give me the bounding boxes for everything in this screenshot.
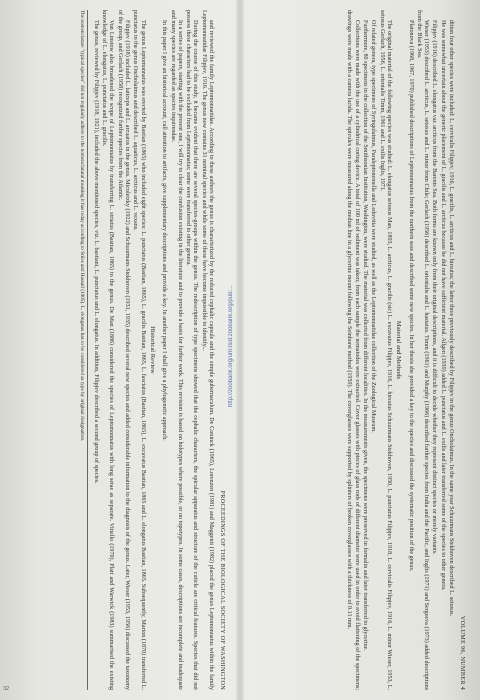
paragraph: Filipjev (1916) described L. elongatus var. arcticus from the Barents Sea. Both forms are known only from their original descriptions, and it is difficult to decide whether they represent distinct species or merely variants. xyxy=(431,20,438,555)
left-body-text xyxy=(8,10,214,690)
paragraph: He was somewhat uncertain about the generic placement of L. gracilis and L. arcticus because he did not have sufficient material. Allgen (1939) added L. punctatus and L. exilis and later transferred some of the species to other genera. xyxy=(439,20,446,591)
paragraph: Platonova (1968, 1967, 1970) published descriptions of Leptomonnatus from the northern seas and described some new species. In her thesis she provided a key to the species and discussed the systematic position of the genus. xyxy=(407,20,414,572)
section-heading: Material and Methods xyxy=(395,320,403,380)
page-number: 32 xyxy=(3,686,9,692)
paragraph: Wieser (1953) described L. arcticus, L. setosus and L. minor from Chile; Gerlach (1956) described L. orientalis and L. hastatus. Timm (1961) and Murphy (1966) described further species from India and the Pacific, and Inglis (1971) and Sergeeva (1973) added descriptions from the Black Sea. xyxy=(415,10,430,690)
footnote: The nomenclature "typical species" did not regularly adhere to the nomenclatural meaning it has today according to Stiles and Hassall (1905). L. elongatus has to be considered as type by original designation. xyxy=(78,10,87,690)
paragraph: Filipjev (1918) included L. laticeps and L. arcuatus in the genus. Micoletzky (1922) and Schuurmans Stekhoven (1931, 1935) described several new species and added considerable information to the diagnosis of the genus. Later, Wieser (1953, 1956) discussed the taxonomy of the group, and Gerlach (1958) recognized further species from the Atlantic. xyxy=(116,10,131,690)
paragraph: The genus, reviewed by Filipjev (1918, 1921), included the above mentioned species, viz. L. bastiani, L. punctatus and L. elongatus. In addition, Filipjev described a second group of species. xyxy=(92,20,99,484)
paragraph: Furthermore, 80 specimens in the collection of the Smithsonian Institution, Washington, were studied. The material was collected from different localities. In the measurements given, the specimens were preserved in formalin and later transferred to glycerine. xyxy=(362,20,369,651)
running-title: PROCEEDINGS OF THE BIOLOGICAL SOCIETY OF WASHINGTON xyxy=(219,490,226,690)
right-body-text xyxy=(248,10,454,690)
paragraph: The genus Leptomonnatus was erected by Bastian (1865) who included eight species: L. punctatus (Bastian, 1865), L. gracilis Bastian, 1865, L. fasciatus (Bastian, 1865), L. excavatus Bastian, 1865 and L. elongatus Bastian, 1865. Subsequently, Marion (1870) transferred L. punctatus to the genus Oncholaimus and described L. aquaticus, L. arcticus and L. vexans. xyxy=(132,10,146,690)
paragraph: In a series of papers, starting with the present one, I will try to clear the confusion existing in the literature and to provide a basis for further work. This revision is based on holotypes where possible, or on topotypes. In some cases, descriptions are incomplete and inadequate and many species are regarded as species inquirendae. xyxy=(169,10,183,690)
section-heading: Historical Review xyxy=(148,326,156,374)
paragraph: and reviewed the family Leptomonnatidae. According to these authors the genus is characterized by the reduced cephalic capsule and the simple gubernaculum. De Coninck (1965), Lorenzen (1981) and Maggenti (1982) placed the genus Leptomonnatus within the family Leptomonnatidae Filipjev, 1916. The genus now contains 31 nominal species and while some of these have become impossible to identify... xyxy=(200,10,214,690)
right-running-head xyxy=(456,10,466,690)
source-watermark: http://zoobank.org/urn:lsid:zoobank.org/pub:... xyxy=(228,284,234,408)
volume-number: VOLUME 96, NUMBER 4 xyxy=(459,615,466,690)
left-page xyxy=(8,10,228,690)
paragraph: The original material of the following species was studied: L. elongatus setosus Man, 1893, L. arcticus, L. gracilis (sic) L. excavatus Filipjev, 1916, L. hirsutus Schuurmans Stekhoven, 1950, L. punctatus Filipjev, 1918, L. cervicalis Filipjev, 1916, L. minor Wieser, 1953, L. setosus Gerlach, 1956, L. orientalis Timm, 1961 and L. exilis Inglis, 1971. xyxy=(378,10,392,690)
paragraph: dition four other species were included: L. cervicalis Filipjev, 1916, L. gracilis, L. arcticus and L. hirsutus; the latter three previously described by Filipjev in the genus Oncholaimus. In the same year Schuurmans Stekhoven described L. setosus. xyxy=(448,20,454,616)
paragraph: Von Linstow also broadened the scope of Leptomonnatus by transferring L. striatus (Bastian, 1865) to the genus. De Man (1886) considered the species of Leptomonnatus with long setae as separate. Vitiello (1970), Platt and Warwick (1983) summarised the existing knowledge of L. elongatus, L. punctatus and L. gracilis. xyxy=(101,10,115,690)
right-page xyxy=(248,10,468,690)
paragraph: During the course of this study, it became evident that there are several species-groups within the genus. The redescription of type specimens showed that the cephalic characters, the spicular apparatus and structure of the cuticle are critical features. Species that did not possess these characters had to be excluded from Leptomonnatus; some were transferred to other genera. xyxy=(185,10,199,690)
paragraph: Of related genera, type specimens of Syringolaimus, Paraleptonemella and Ledovitia were studied, as well as the Leptomonnatidae collection of the Zoological Museum. xyxy=(370,20,377,433)
left-running-head xyxy=(216,10,226,690)
paragraph: In this paper I give an historical account, call attention to artifacts, give supplementary descriptions and provide a key. In another paper I shall give a phylogenetic approach. xyxy=(161,20,168,441)
paragraph: Collections were made with the use of a cylindrical coring device. A total of 100 ml of sediment was taken; from each sample the nematodes were extracted. Cover glasses with pieces of glass rods of different diameter were used in order to avoid flattening of the specimens; drawings were made with a camera lucida. The spicules were measured along the median line in a glycerine mount following the Seinhorst method (1959). The coverglasses were supported by splinters of broken coverglasses with a thickness of 0.11 mm. xyxy=(346,10,360,690)
